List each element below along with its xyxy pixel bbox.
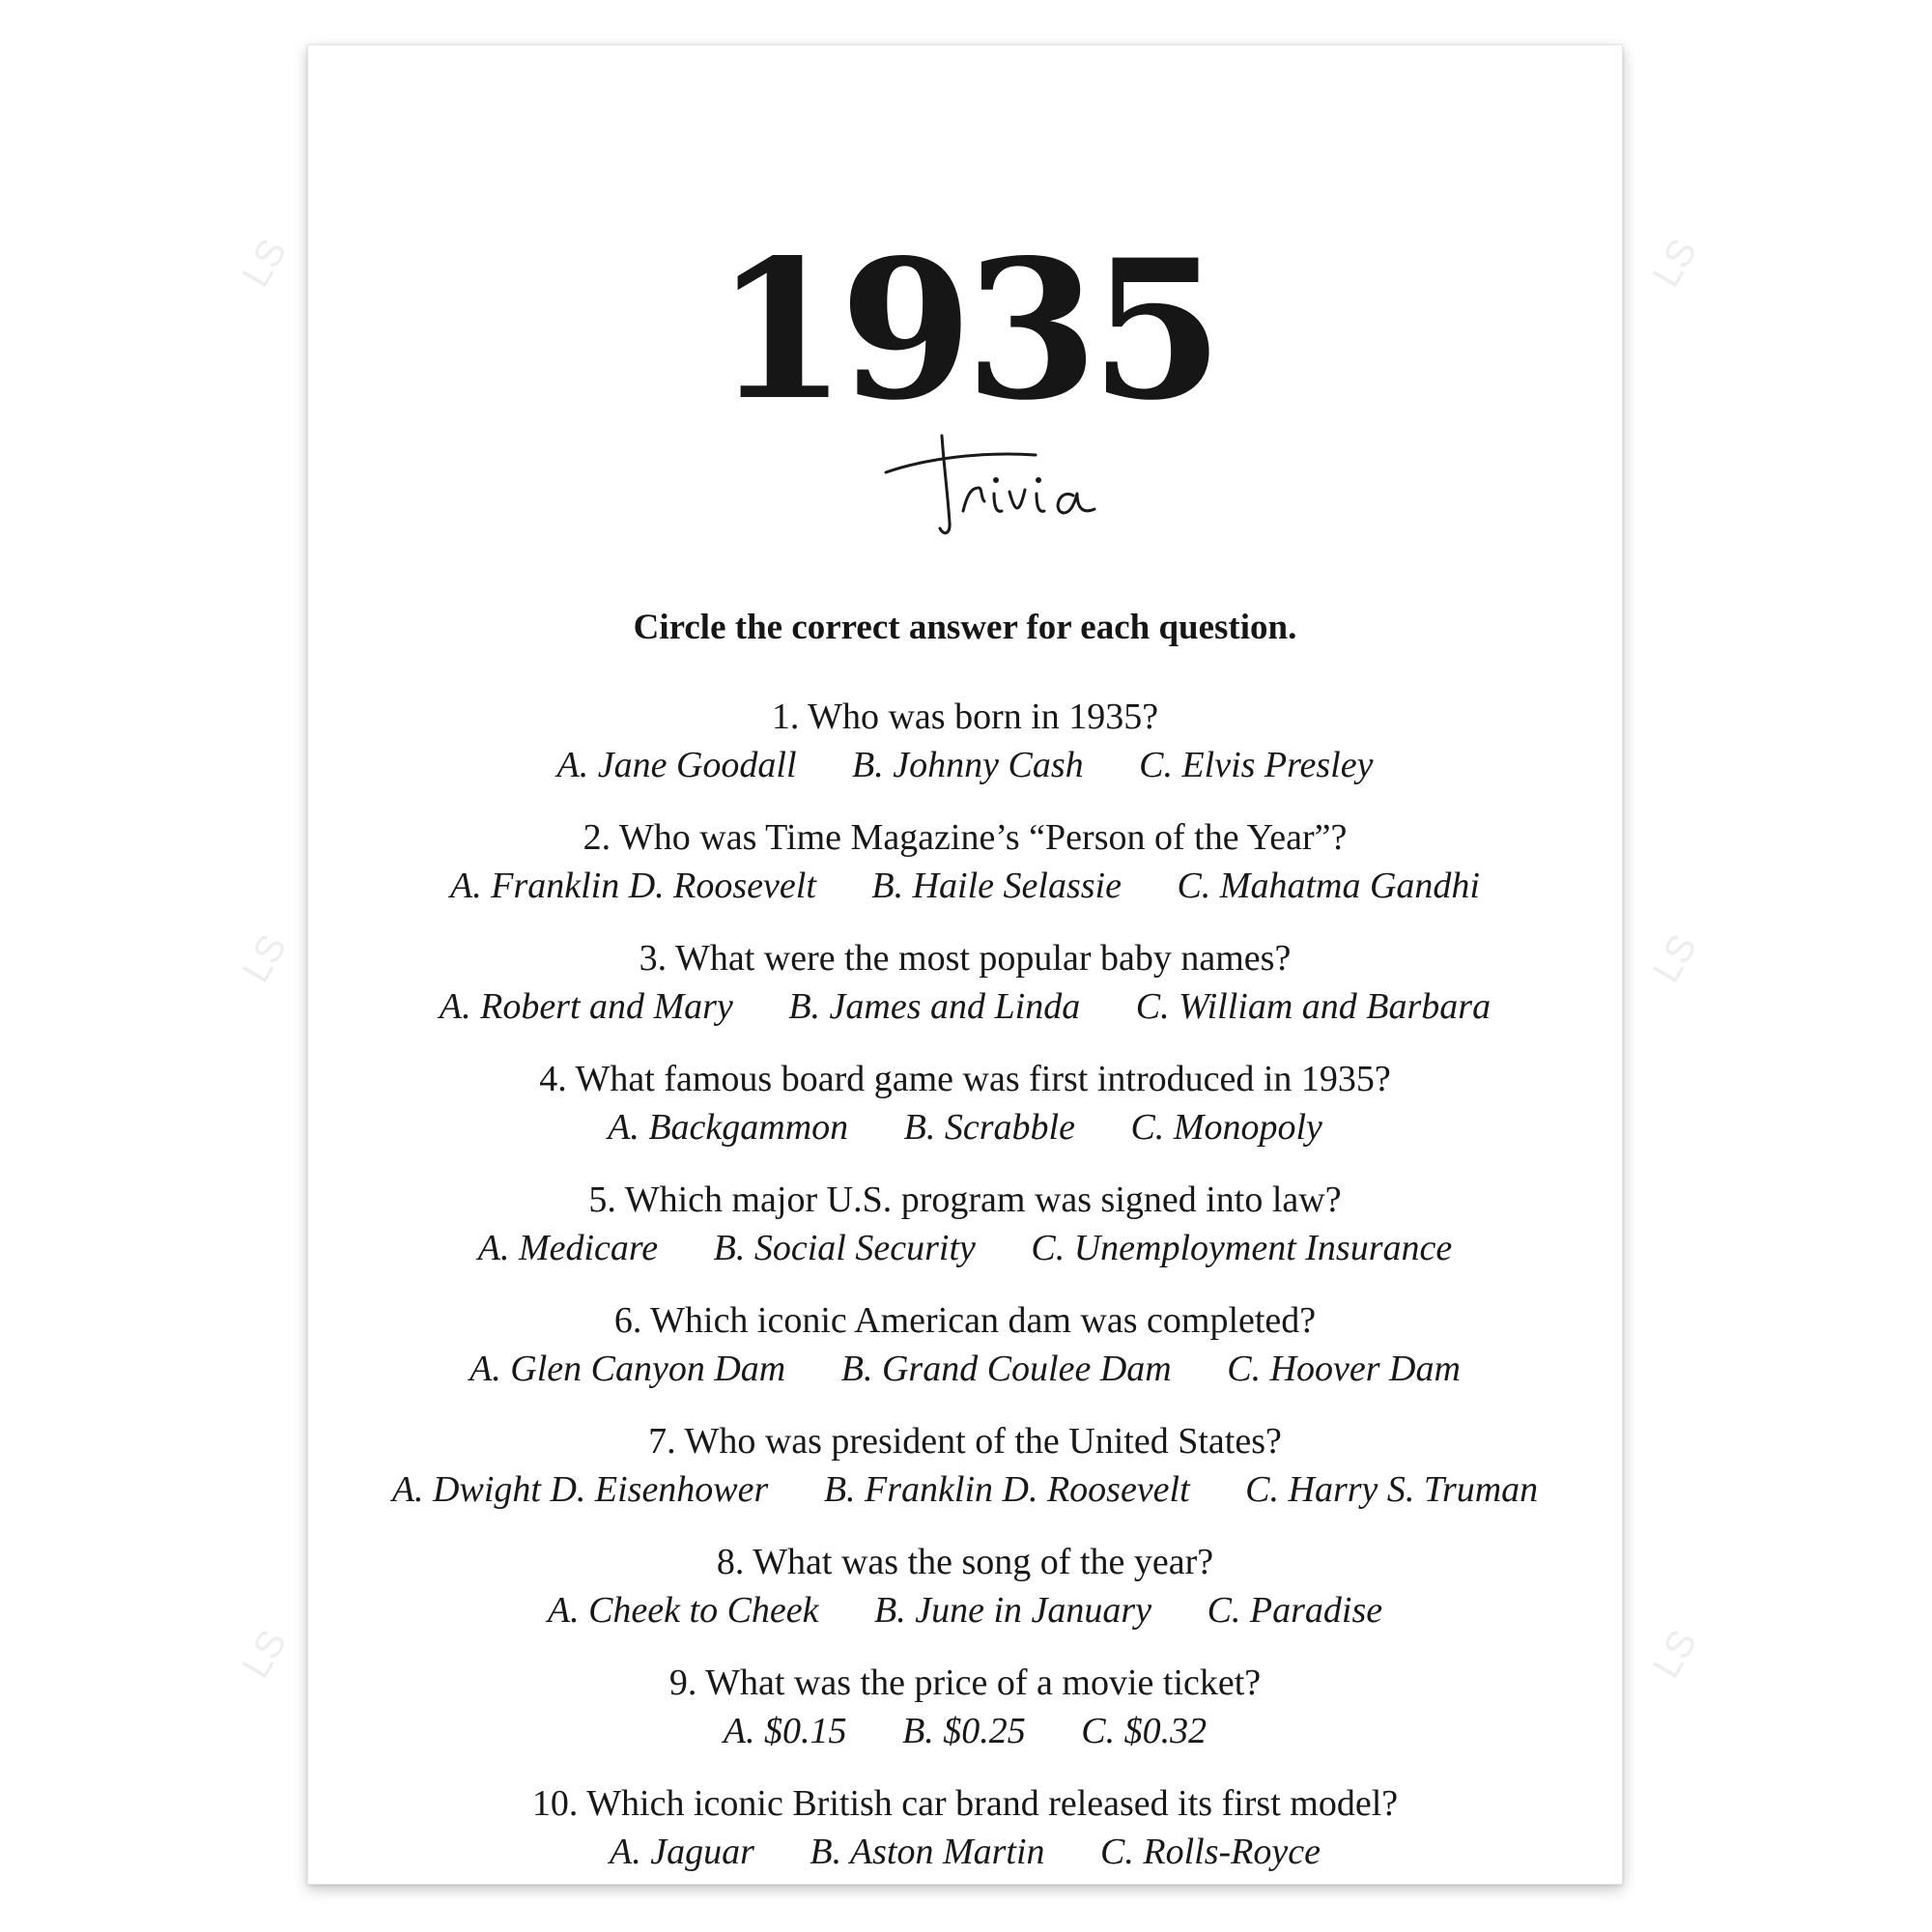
answer-options: [308, 1586, 1622, 1634]
question-text: 5. Which major U.S. program was signed into law?: [588, 1179, 1342, 1220]
question-item: [308, 1659, 1622, 1779]
answer-options: [308, 1828, 1622, 1876]
answer-option-c[interactable]: C. Monopoly: [1130, 1107, 1322, 1148]
question-text: 9. What was the price of a movie ticket?: [668, 1662, 1262, 1703]
answer-option-b[interactable]: B. James and Linda: [788, 986, 1081, 1027]
answer-options: [308, 1103, 1622, 1151]
answer-option-a[interactable]: A. Jaguar: [610, 1832, 754, 1872]
answer-option-b[interactable]: B. Grand Coulee Dam: [840, 1349, 1172, 1389]
question-text: 2. Who was Time Magazine’s “Person of the Year”?: [582, 817, 1348, 858]
answer-options: [308, 862, 1622, 910]
answer-option-a[interactable]: A. Backgammon: [608, 1107, 849, 1148]
year-title: 1935: [714, 217, 1216, 442]
question-item: [308, 1779, 1622, 1900]
watermark: LS: [1644, 927, 1706, 990]
watermark: LS: [1644, 1623, 1706, 1686]
question-item: [308, 1055, 1622, 1176]
answer-option-b[interactable]: B. June in January: [874, 1590, 1152, 1631]
answer-option-a[interactable]: A. Robert and Mary: [439, 986, 733, 1027]
question-item: [308, 1538, 1622, 1659]
answer-option-a[interactable]: A. Glen Canyon Dam: [469, 1349, 786, 1389]
question-item: [308, 693, 1622, 813]
answer-option-c[interactable]: C. Mahatma Gandhi: [1177, 866, 1480, 906]
answer-option-b[interactable]: B. Franklin D. Roosevelt: [823, 1469, 1190, 1510]
instruction-text: Circle the correct answer for each question.: [633, 608, 1297, 647]
answer-option-c[interactable]: C. William and Barbara: [1135, 986, 1492, 1027]
answer-option-c[interactable]: C. Harry S. Truman: [1245, 1469, 1539, 1510]
question-text: 10. Which iconic British car brand released its first model?: [531, 1783, 1399, 1824]
watermark: LS: [234, 1623, 296, 1686]
question-text: 6. Which iconic American dam was completed?: [613, 1300, 1317, 1341]
answer-option-b[interactable]: B. Social Security: [713, 1228, 976, 1268]
question-item: [308, 1296, 1622, 1417]
answer-option-a[interactable]: A. Medicare: [477, 1228, 659, 1268]
answer-option-c[interactable]: C. Hoover Dam: [1227, 1349, 1461, 1389]
answer-option-c[interactable]: C. Paradise: [1207, 1590, 1383, 1631]
question-text: 8. What was the song of the year?: [716, 1542, 1214, 1582]
question-list: [308, 693, 1622, 1900]
answer-options: [308, 982, 1622, 1031]
answer-option-a[interactable]: A. $0.15: [723, 1711, 847, 1751]
answer-options: [308, 1707, 1622, 1755]
question-text: 7. Who was president of the United States?: [648, 1421, 1282, 1462]
trivia-script-lettering: [867, 416, 1214, 542]
watermark: LS: [234, 927, 296, 990]
answer-options: [308, 1224, 1622, 1272]
watermark: LS: [234, 232, 296, 295]
answer-option-a[interactable]: A. Cheek to Cheek: [547, 1590, 819, 1631]
question-text: 4. What famous board game was first introduced in 1935?: [539, 1059, 1391, 1099]
trivia-card: [307, 44, 1623, 1885]
answer-option-c[interactable]: C. Rolls-Royce: [1100, 1832, 1321, 1872]
answer-option-c[interactable]: C. Unemployment Insurance: [1031, 1228, 1453, 1268]
question-text: 1. Who was born in 1935?: [771, 696, 1159, 737]
question-item: [308, 1176, 1622, 1296]
watermark: LS: [1644, 232, 1706, 295]
answer-option-b[interactable]: B. Aston Martin: [810, 1832, 1045, 1872]
answer-option-b[interactable]: B. Johnny Cash: [852, 745, 1084, 785]
answer-options: [308, 1465, 1622, 1514]
answer-option-b[interactable]: B. Scrabble: [903, 1107, 1075, 1148]
answer-option-c[interactable]: C. Elvis Presley: [1139, 745, 1374, 785]
answer-option-b[interactable]: B. $0.25: [902, 1711, 1026, 1751]
answer-option-a[interactable]: A. Dwight D. Eisenhower: [391, 1469, 769, 1510]
question-item: [308, 1417, 1622, 1538]
answer-option-a[interactable]: A. Franklin D. Roosevelt: [450, 866, 816, 906]
question-item: [308, 934, 1622, 1055]
answer-options: [308, 1345, 1622, 1393]
answer-options: [308, 741, 1622, 789]
question-item: [308, 813, 1622, 934]
answer-option-c[interactable]: C. $0.32: [1081, 1711, 1208, 1751]
answer-option-a[interactable]: A. Jane Goodall: [556, 745, 797, 785]
answer-option-b[interactable]: B. Haile Selassie: [871, 866, 1122, 906]
question-text: 3. What were the most popular baby names?: [639, 938, 1292, 979]
